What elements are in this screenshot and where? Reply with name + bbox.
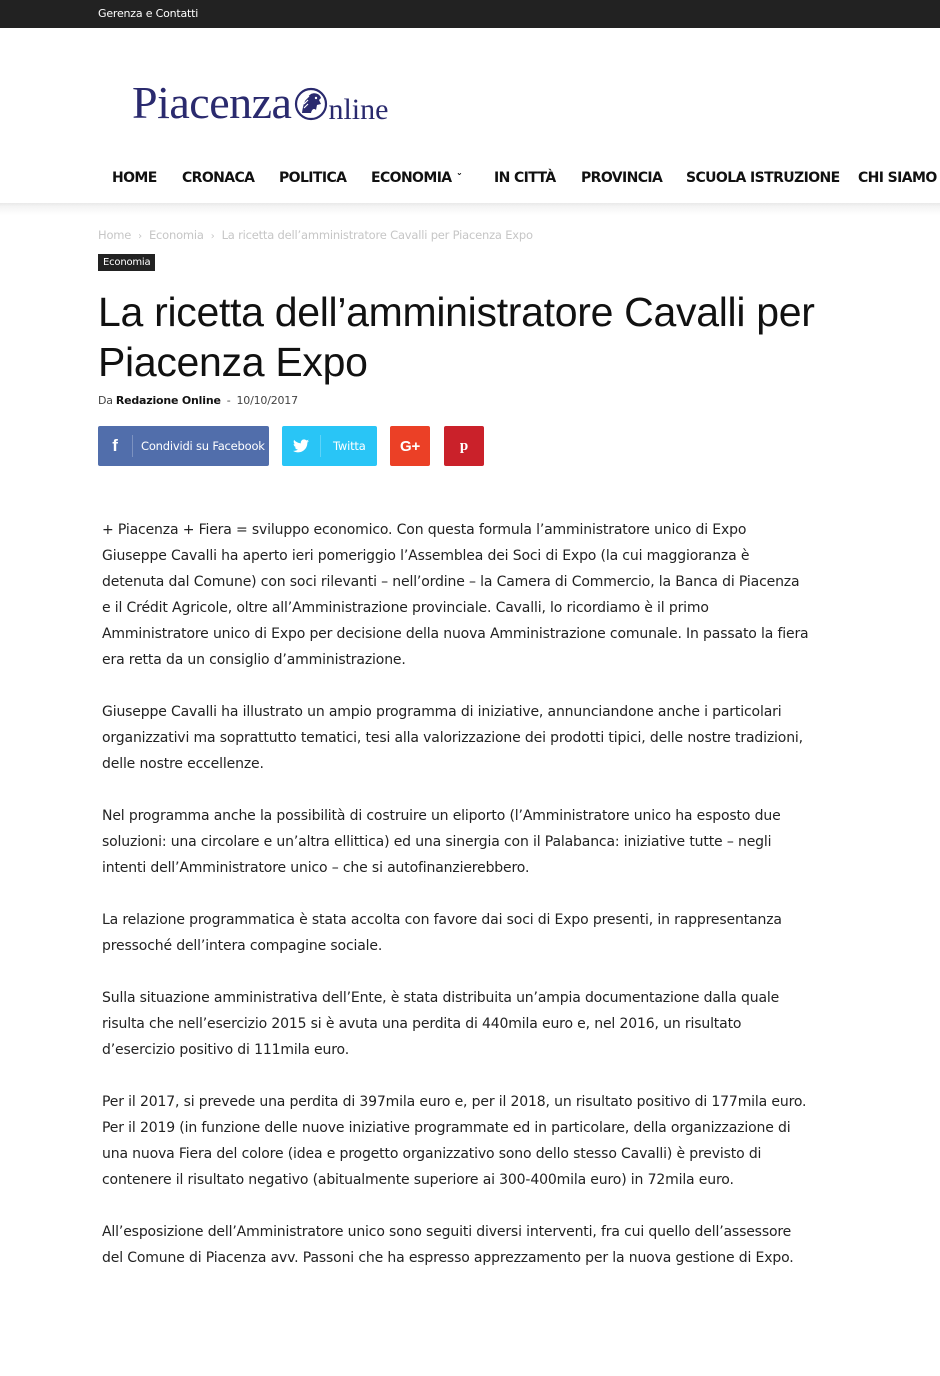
paragraph: Per il 2017, si prevede una perdita di 397mila euro e, per il 2018, un risultato positivo di 177mila euro. Per il 2019 (in funzione delle nuove iniziative programmate ed in particolare, della organizzazione di una nuova Fiera del colore (idea e progetto organizzativo sono dello stesso Cavalli) è previsto di contenere il risultato negativo (abitualmente superiore ai 300-400mila euro) in 72mila euro. xyxy=(102,1094,807,1188)
share-twitter-label: Twitta xyxy=(333,439,366,453)
nav-item-scuola-istruzione[interactable]: SCUOLA ISTRUZIONE xyxy=(686,170,840,186)
google-plus-icon: G+ xyxy=(399,437,421,455)
top-bar xyxy=(0,0,940,28)
nav-item-in-citta[interactable]: IN CITTÀ xyxy=(494,170,556,186)
logo-text-main: Piacenza xyxy=(132,77,292,128)
nav-item-cronaca[interactable]: CRONACA xyxy=(182,170,255,186)
site-logo[interactable] xyxy=(132,76,388,126)
nav-item-home[interactable]: HOME xyxy=(112,170,157,186)
main-nav xyxy=(0,160,940,200)
breadcrumb-economia[interactable]: Economia xyxy=(148,228,204,242)
breadcrumb-current: La ricetta dell’amministratore Cavalli per Piacenza Expo xyxy=(221,228,533,242)
share-pinterest-button[interactable] xyxy=(444,426,484,466)
paragraph: All’esposizione dell’Amministratore unico sono seguiti diversi interventi, fra cui quello dell’assessore del Comune di Piacenza avv. Passoni che ha espresso apprezzamento per la nuova gestione di Expo. xyxy=(102,1224,794,1266)
breadcrumb xyxy=(98,228,533,242)
nav-item-provincia[interactable]: PROVINCIA xyxy=(581,170,663,186)
paragraph: Giuseppe Cavalli ha illustrato un ampio programma di iniziative, annunciandone anche i particolari organizzativi ma soprattutto tematici, tesi alla valorizzazione dei prodotti tipici, delle nostre tradizioni, delle nostre eccellenze. xyxy=(102,704,803,772)
breadcrumb-separator: › xyxy=(138,231,142,242)
twitter-bird-icon xyxy=(282,439,320,453)
nav-item-politica[interactable]: POLITICA xyxy=(279,170,347,186)
breadcrumb-home[interactable]: Home xyxy=(98,228,132,242)
article-meta xyxy=(98,394,298,407)
share-facebook-label: Condividi su Facebook xyxy=(141,439,265,453)
gerenza-contatti-link[interactable]: Gerenza e Contatti xyxy=(98,7,199,20)
nav-item-chi-siamo[interactable]: CHI SIAMO xyxy=(858,170,937,186)
breadcrumb-separator: › xyxy=(210,231,215,242)
article-title: La ricetta dell’amministratore Cavalli per Piacenza Expo xyxy=(98,289,815,385)
author-link[interactable]: Redazione Online xyxy=(115,394,221,407)
pinterest-icon: p xyxy=(459,437,469,454)
facebook-icon: f xyxy=(112,436,118,455)
publish-date: 10/10/2017 xyxy=(236,394,298,407)
share-googleplus-button[interactable] xyxy=(390,426,430,466)
meta-separator: - xyxy=(226,394,231,407)
button-divider xyxy=(320,435,321,457)
chevron-down-icon: ˅ xyxy=(455,173,462,183)
button-divider xyxy=(132,435,133,457)
nav-item-economia-label: ECONOMIA xyxy=(371,170,452,186)
paragraph: Nel programma anche la possibilità di costruire un eliporto (l’Amministratore unico ha esposto due soluzioni: una circolare e un’altra ellittica) ed una sinergia con il Palabanca: iniziative tutte – negli intenti dell’Amministratore unico – che si autofinanzierebbero. xyxy=(102,808,781,876)
category-badge[interactable]: Economia xyxy=(98,254,155,271)
paragraph: + Piacenza + Fiera = sviluppo economico. Con questa formula l’amministratore unico di Expo Giuseppe Cavalli ha aperto ieri pomeriggio l’Assemblea dei Soci di Expo (la cui maggioranza è detenuta dal Comune) con soci rilevanti – nell’ordine – la Camera di Commercio, la Banca di Piacenza e il Crédit Agricole, oltre all’Amministrazione provinciale. Cavalli, lo ricordiamo è il primo Amministratore unico di Expo per decisione della nuova Amministrazione comunale. In passato la fiera era retta da un consiglio d’amministrazione. xyxy=(102,522,809,668)
nav-shadow-divider xyxy=(0,203,940,215)
share-twitter-button[interactable] xyxy=(282,426,377,466)
share-facebook-button[interactable] xyxy=(98,426,269,466)
paragraph: Sulla situazione amministrativa dell’Ente, è stata distribuita un’ampia documentazione dalla quale risulta che nell’esercizio 2015 si è avuta una perdita di 440mila euro e, nel 2016, un risultato d’esercizio positivo di 111mila euro. xyxy=(102,990,780,1058)
paragraph: La relazione programmatica è stata accolta con favore dai soci di Expo presenti, in rappresentanza pressoché dell’intera compagine sociale. xyxy=(102,912,782,954)
logo-text-suffix: nline xyxy=(328,93,389,126)
horse-head-icon xyxy=(293,86,329,122)
by-label: Da xyxy=(98,394,113,407)
nav-item-economia[interactable] xyxy=(371,170,460,186)
article-body xyxy=(102,517,812,1297)
